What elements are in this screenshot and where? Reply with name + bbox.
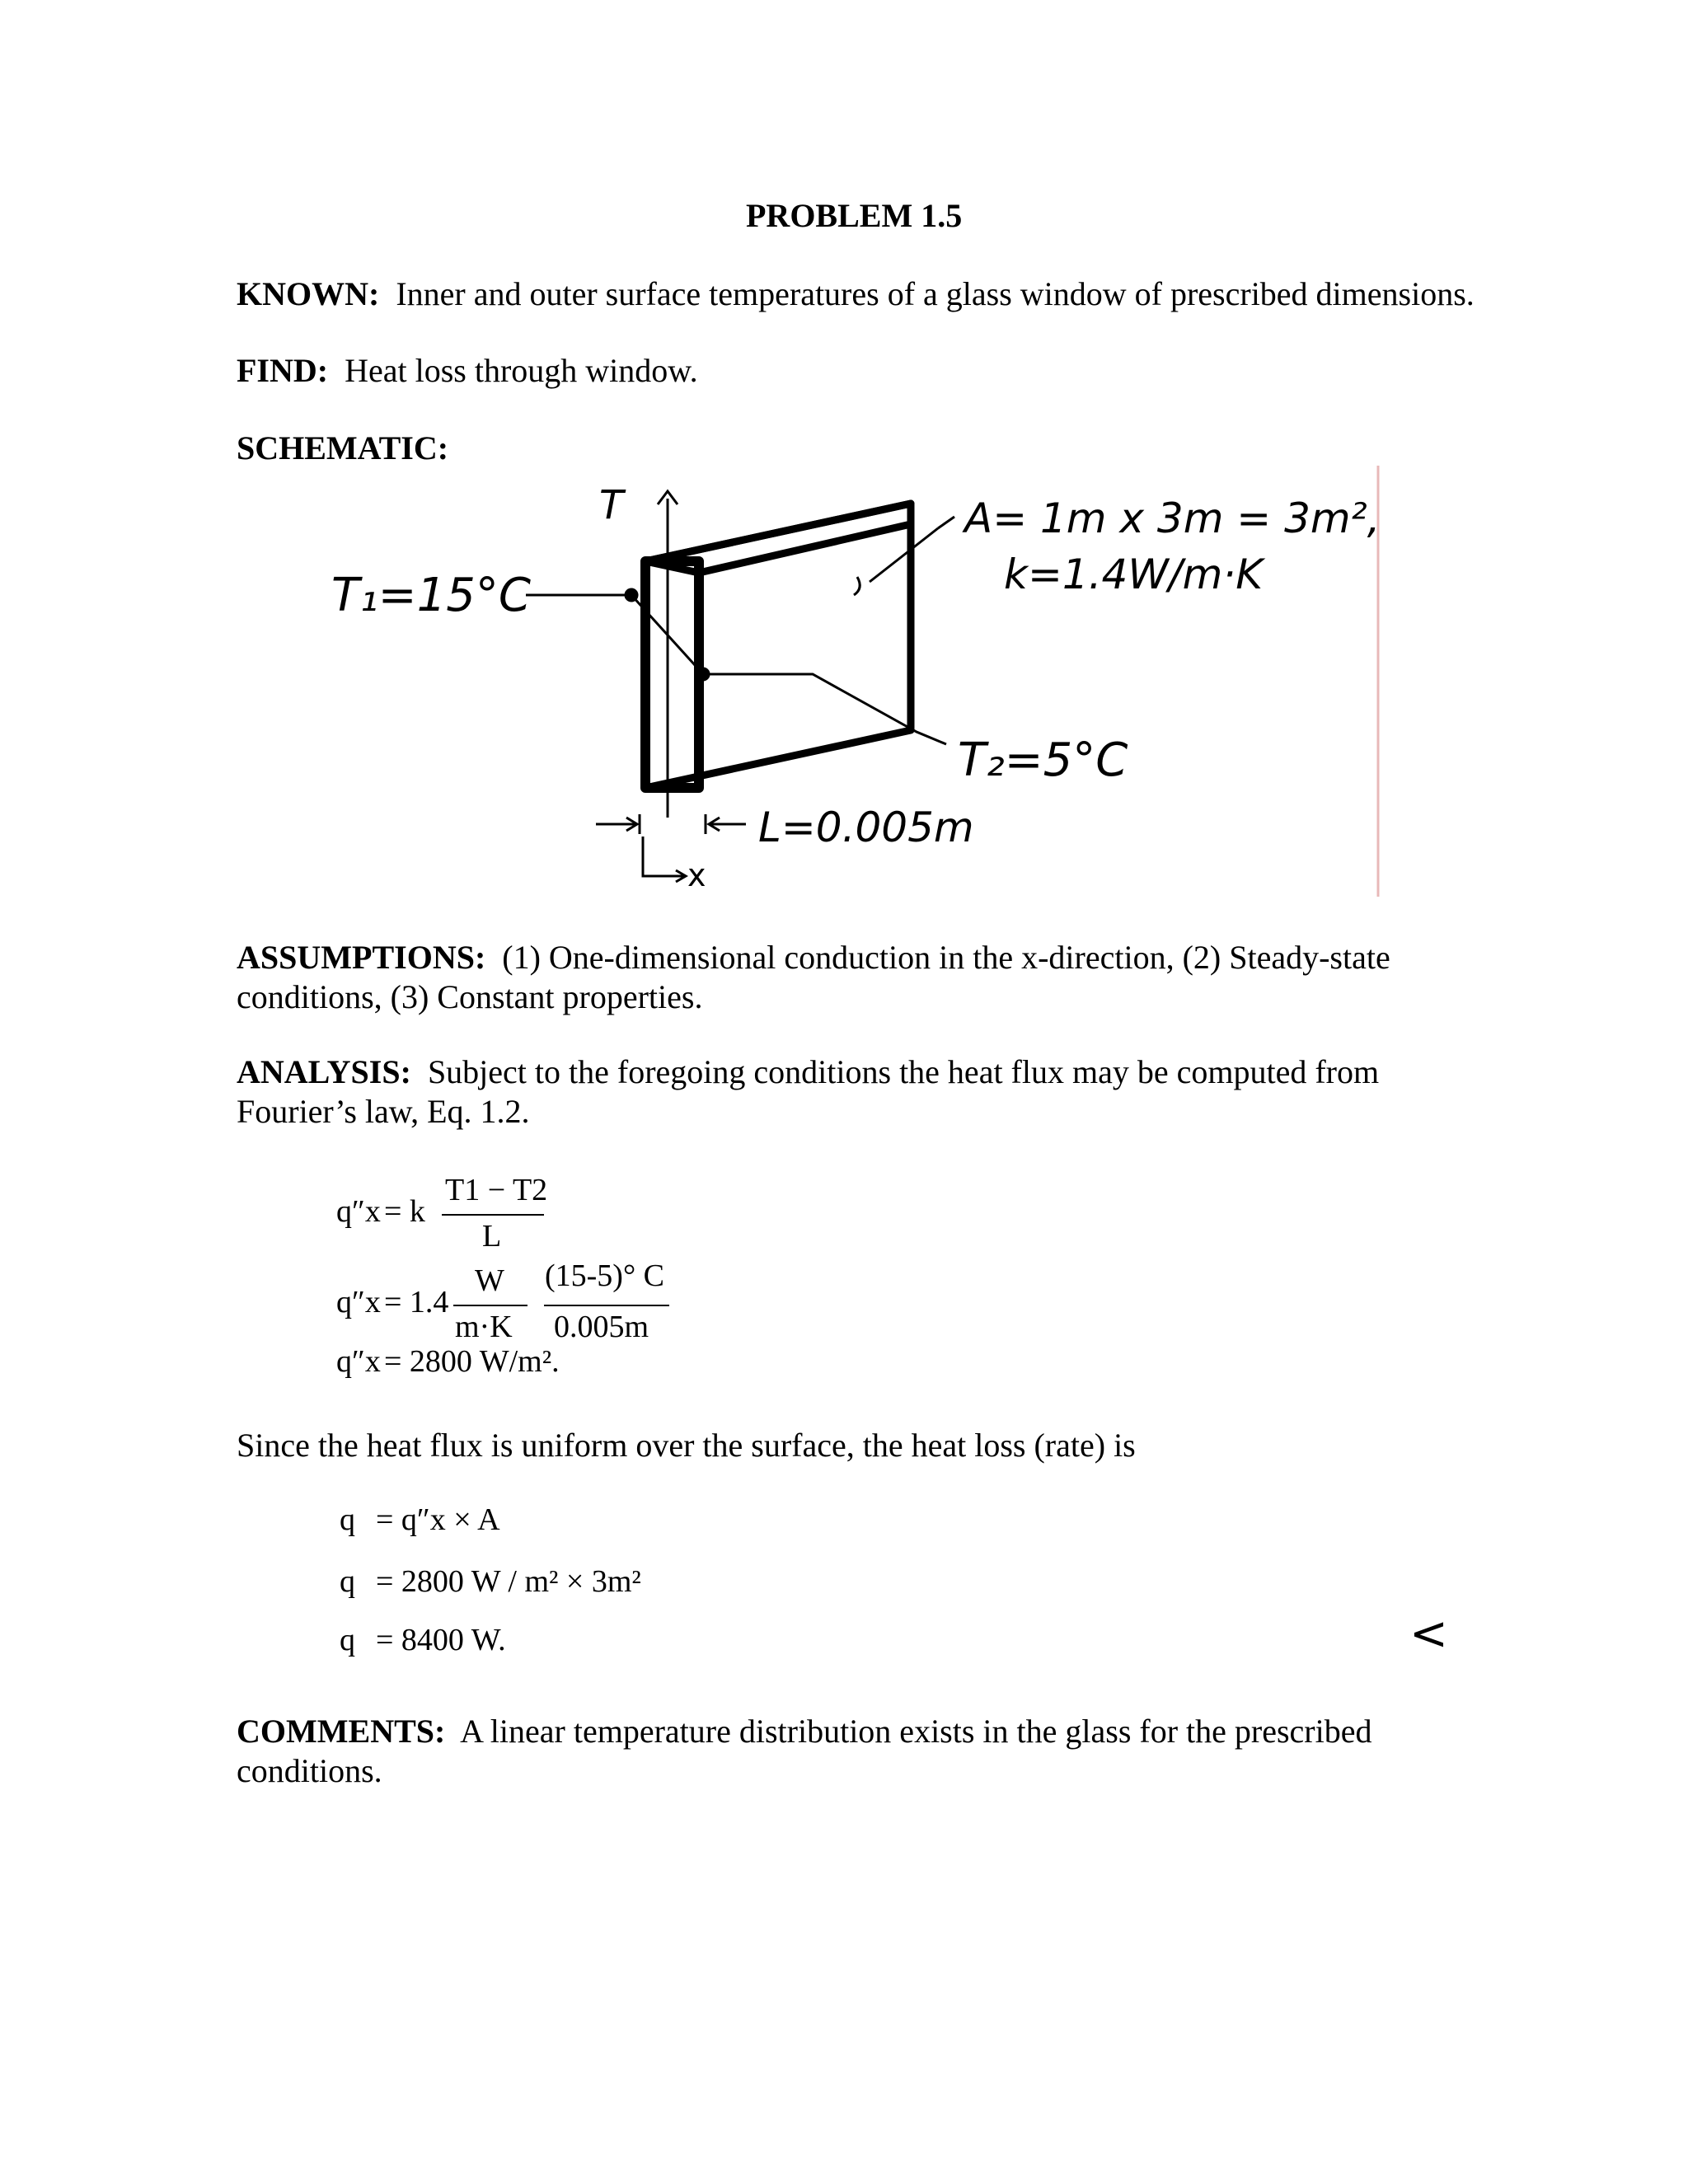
t1-label: T₁=15°C [331, 569, 531, 622]
dimension-marks [596, 814, 746, 882]
answer-check-mark: < [1409, 1607, 1448, 1661]
eq4-lhs: q [340, 1502, 355, 1537]
eq2-denominator-units: m·K [455, 1310, 513, 1344]
comments-section [237, 1712, 1372, 1791]
find-label: FIND: [237, 352, 329, 389]
glass-squiggle [854, 577, 860, 595]
eq1-denominator: L [482, 1219, 502, 1254]
eq2-mid: = 1.4 [384, 1285, 449, 1319]
schematic-label: SCHEMATIC: [237, 429, 449, 466]
eq2-numerator-units: W [475, 1263, 504, 1298]
assumptions-label: ASSUMPTIONS: [237, 939, 486, 976]
comments-line1: A linear temperature distribution exists in the glass for the prescribed [460, 1713, 1372, 1750]
pane-face [645, 504, 911, 788]
eq2-fraction-bar-temp [544, 1305, 669, 1306]
eq5-rhs: = 2800 W / m² × 3m² [376, 1564, 641, 1599]
analysis-section [237, 1052, 1379, 1132]
known-label: KNOWN: [237, 275, 380, 312]
eq6-lhs: q [340, 1623, 355, 1657]
assumptions-section [237, 938, 1390, 1017]
eq2-numerator-temp: (15-5)° C [545, 1258, 665, 1293]
x-axis-label: x [687, 857, 706, 893]
area-label: A= 1m x 3m = 3m², [964, 494, 1381, 542]
eq2-denominator-length: 0.005m [554, 1310, 649, 1344]
comments-label: COMMENTS: [237, 1713, 446, 1750]
analysis-label: ANALYSIS: [237, 1053, 411, 1090]
eq1-lhs: q″x [336, 1194, 381, 1229]
area-leader [870, 528, 938, 582]
analysis-line1: Subject to the foregoing conditions the heat flux may be computed from [427, 1053, 1380, 1090]
find-text: Heat loss through window. [345, 352, 698, 389]
known-text: Inner and outer surface temperatures of a glass window of prescribed dimensions. [396, 275, 1475, 312]
rate-text: Since the heat flux is uniform over the surface, the heat loss (rate) is [237, 1427, 1136, 1464]
glass-pane [645, 504, 911, 788]
eq3-rhs: = 2800 W/m². [384, 1344, 560, 1379]
assumptions-line2: conditions, (3) Constant properties. [237, 978, 703, 1015]
t2-dot [697, 668, 709, 680]
thickness-label: L=0.005m [758, 804, 974, 851]
area-leader-hook [938, 517, 954, 528]
schematic-diagram [0, 0, 1688, 923]
eq2-fraction-bar-units [453, 1305, 528, 1306]
analysis-line2: Fourier’s law, Eq. 1.2. [237, 1093, 530, 1130]
eq4-rhs: = q″x × A [376, 1502, 500, 1537]
eq1-numerator: T1 − T2 [445, 1173, 548, 1207]
comments-line2: conditions. [237, 1752, 382, 1789]
eq1-mid: = k [384, 1194, 425, 1229]
eq2-lhs: q″x [336, 1285, 381, 1319]
conductivity-label: k=1.4W/m·K [1004, 551, 1264, 598]
eq3-lhs: q″x [336, 1344, 381, 1379]
t1-dot [626, 589, 637, 601]
t2-label: T₂=5°C [958, 733, 1128, 787]
eq1-fraction-bar [442, 1214, 544, 1216]
assumptions-line1: (1) One-dimensional conduction in the x-direction, (2) Steady-state [502, 939, 1390, 976]
eq5-lhs: q [340, 1564, 355, 1599]
t-axis-label: T [599, 482, 624, 528]
problem-title: PROBLEM 1.5 [746, 197, 963, 234]
pane-thickness-face [645, 561, 699, 788]
eq6-rhs: = 8400 W. [376, 1623, 506, 1657]
